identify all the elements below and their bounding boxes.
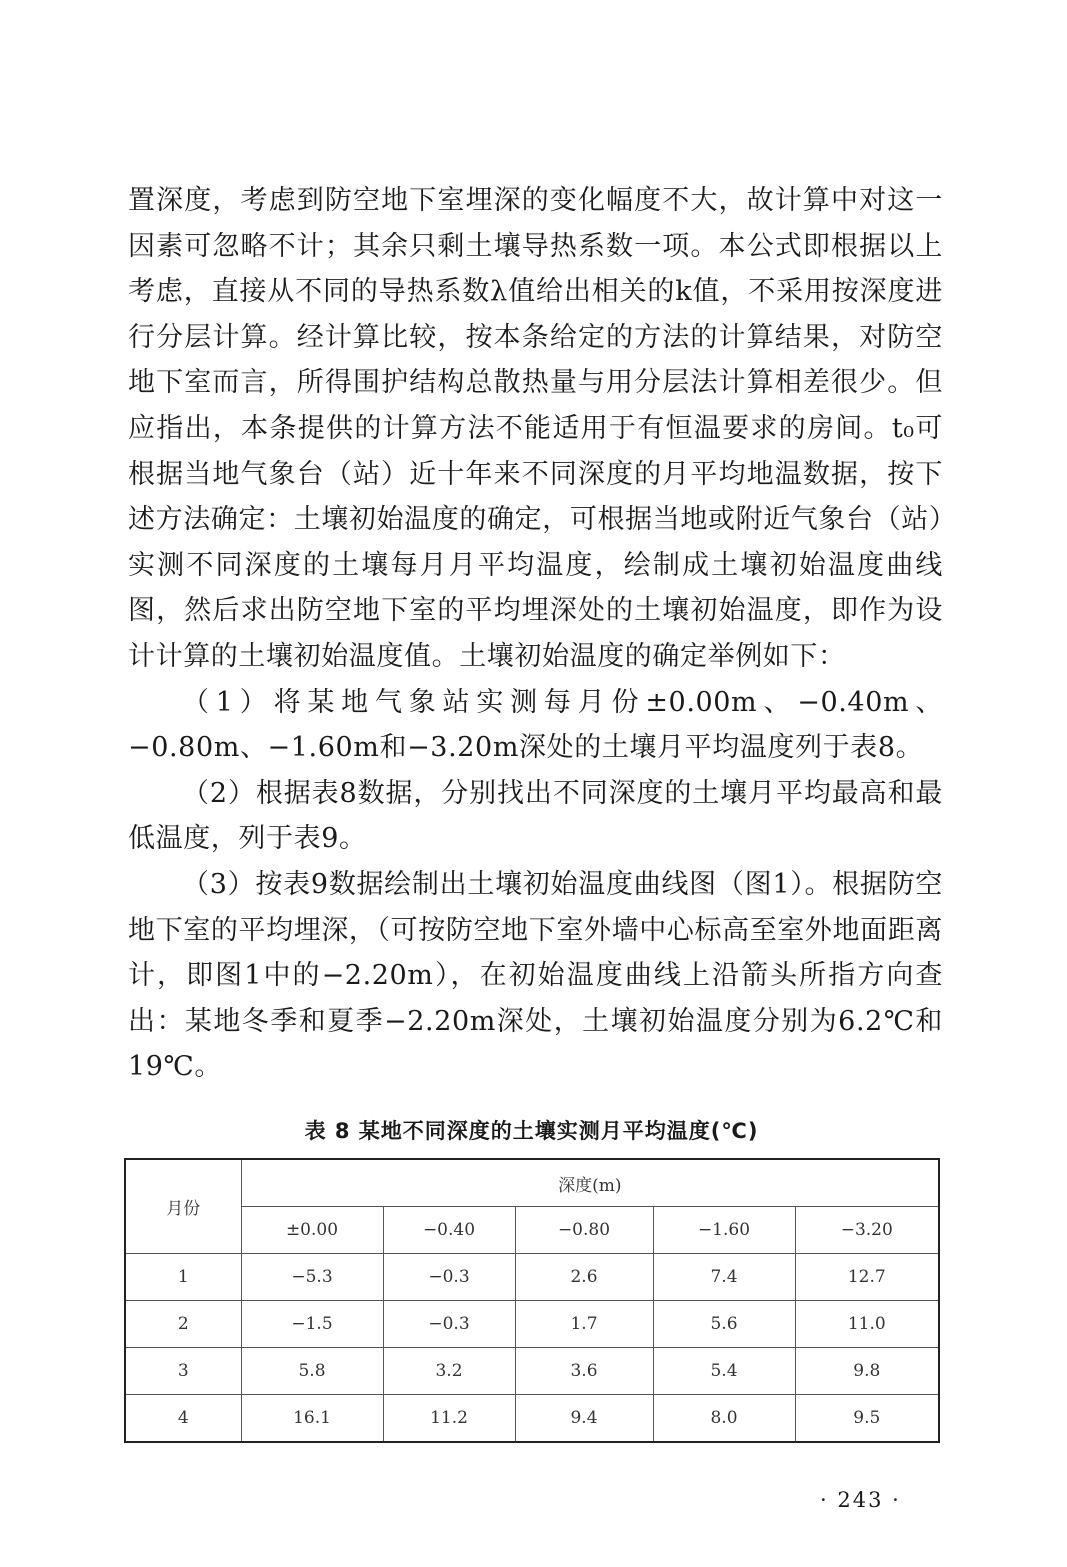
page-number: · 243 · (820, 1488, 901, 1512)
paragraph-2: （1）将某地气象站实测每月份±0.00m、−0.40m、−0.80m、−1.60m和−3.20m深处的土壤月平均温度列于表8。 (128, 686, 943, 764)
value-cell: −0.3 (383, 1254, 515, 1301)
value-cell: −5.3 (241, 1254, 383, 1301)
value-cell: 3.2 (383, 1348, 515, 1395)
depth-col-header: −0.40 (383, 1207, 515, 1254)
table-row (125, 1254, 939, 1301)
depth-col-header: −3.20 (795, 1207, 939, 1254)
value-cell: 8.0 (653, 1395, 795, 1443)
month-cell: 2 (125, 1301, 241, 1348)
depth-col-header: −0.80 (515, 1207, 653, 1254)
paragraph-3: （2）根据表8数据，分别找出不同深度的土壤月平均最高和最低温度，列于表9。 (128, 777, 943, 855)
value-cell: 9.8 (795, 1348, 939, 1395)
depth-col-header: ±0.00 (241, 1207, 383, 1254)
depth-col-header: −1.60 (653, 1207, 795, 1254)
value-cell: 11.0 (795, 1301, 939, 1348)
value-cell: 11.2 (383, 1395, 515, 1443)
value-cell: −1.5 (241, 1301, 383, 1348)
soil-temperature-table (124, 1158, 940, 1443)
value-cell: 9.5 (795, 1395, 939, 1443)
value-cell: 2.6 (515, 1254, 653, 1301)
depth-header: 深度(m) (241, 1159, 939, 1207)
month-header: 月份 (125, 1159, 241, 1254)
paragraph-1: 置深度，考虑到防空地下室埋深的变化幅度不大，故计算中对这一因素可忽略不计；其余只剩土壤导热系数一项。本公式即根据以上考虑，直接从不同的导热系数λ值给出相关的k值，不采用按深度进行分层计算。经计算比较，按本条给定的方法的计算结果，对防空地下室而言，所得围护结构总散热量与用分层法计算相差很少。但应指出，本条提供的计算方法不能适用于有恒温要求的房间。t₀可根据当地气象台（站）近十年来不同深度的月平均地温数据，按下述方法确定：土壤初始温度的确定，可根据当地或附近气象台（站）实测不同深度的土壤每月月平均温度，绘制成土壤初始温度曲线图，然后求出防空地下室的平均埋深处的土壤初始温度，即作为设计计算的土壤初始温度值。土壤初始温度的确定举例如下： (128, 185, 943, 672)
value-cell: 3.6 (515, 1348, 653, 1395)
value-cell: 7.4 (653, 1254, 795, 1301)
month-cell: 3 (125, 1348, 241, 1395)
table-row (125, 1395, 939, 1443)
value-cell: 5.6 (653, 1301, 795, 1348)
value-cell: 16.1 (241, 1395, 383, 1443)
value-cell: −0.3 (383, 1301, 515, 1348)
paragraph-4: （3）按表9数据绘制出土壤初始温度曲线图（图1）。根据防空地下室的平均埋深，（可按防空地下室外墙中心标高至室外地面距离计，即图1中的−2.20m），在初始温度曲线上沿箭头所指方向查出：某地冬季和夏季−2.20m深处，土壤初始温度分别为6.2℃和19℃。 (128, 868, 943, 1083)
table-row (125, 1348, 939, 1395)
table-row (125, 1301, 939, 1348)
body-text (128, 178, 943, 1090)
month-cell: 1 (125, 1254, 241, 1301)
value-cell: 5.8 (241, 1348, 383, 1395)
table-caption: 表 8 某地不同深度的土壤实测月平均温度(℃) (304, 1119, 759, 1143)
value-cell: 1.7 (515, 1301, 653, 1348)
value-cell: 5.4 (653, 1348, 795, 1395)
month-cell: 4 (125, 1395, 241, 1443)
value-cell: 9.4 (515, 1395, 653, 1443)
value-cell: 12.7 (795, 1254, 939, 1301)
